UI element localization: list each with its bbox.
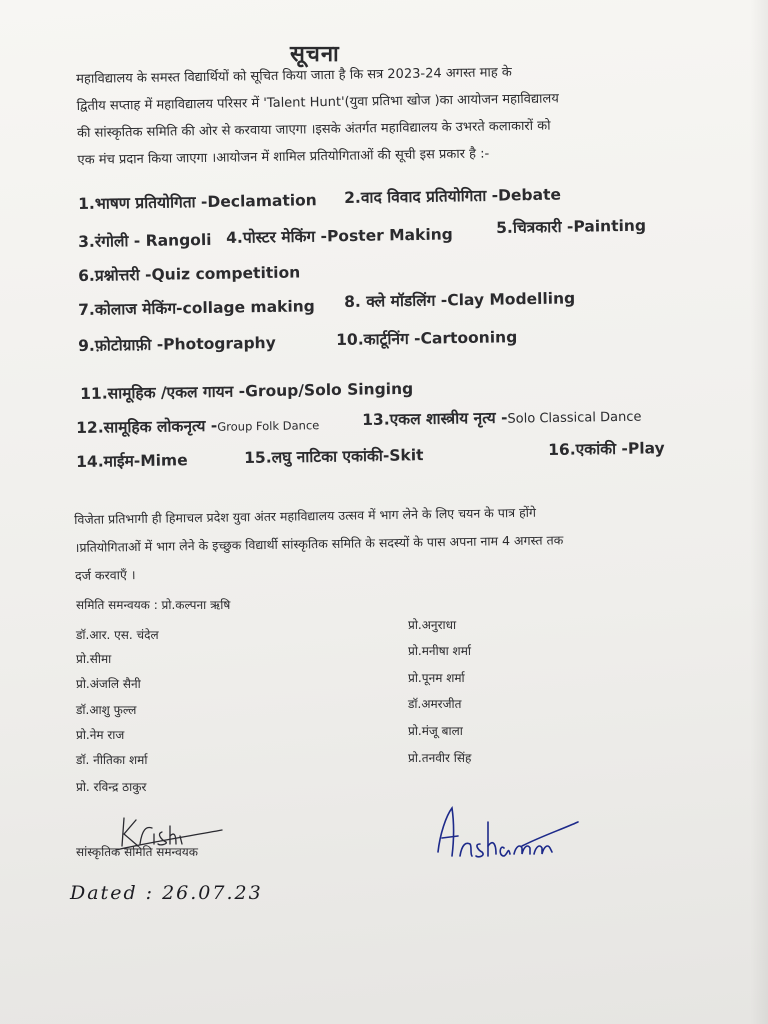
competition-english: Group Folk Dance <box>217 418 320 434</box>
competition-hindi: 1.भाषण प्रतियोगिता - <box>78 192 208 213</box>
competition-hindi: 7.कोलाज मेकिंग- <box>78 299 183 319</box>
footer-line: ।प्रतियोगिताओं में भाग लेने के इच्छुक विद्यार्थी सांस्कृतिक समिति के सदस्यों के पास अपना नाम 4 अगस्त तक <box>74 532 564 555</box>
paragraph-line: एक मंच प्रदान किया जाएगा ।आयोजन में शामिल प्रतियोगिताओं की सूची इस प्रकार है :- <box>77 146 490 168</box>
competition-hindi: 4.पोस्टर मेकिंग - <box>226 227 328 247</box>
notice-title: सूचना <box>290 42 340 67</box>
competition-hindi: 5.चित्रकारी - <box>496 217 574 237</box>
competition-english: collage making <box>182 297 315 318</box>
paragraph-line: द्वितीय सप्ताह में महाविद्यालय परिसर में 'Talent Hunt'(युवा प्रतिभा खोज )का आयोजन महाविद्यालय <box>76 91 559 114</box>
competition-english: Mime <box>140 451 188 470</box>
competition-hindi: 15.लघु नाटिका एकांकी- <box>244 446 390 467</box>
competition-hindi: 6.प्रश्नोत्तरी - <box>78 265 152 285</box>
competition-english: Painting <box>573 216 647 236</box>
competition-hindi: 9.फ़ोटोग्राफ़ी - <box>78 335 164 355</box>
member-left: डॉ. नीतिका शर्मा <box>76 753 148 767</box>
competition-english: Group/Solo Singing <box>245 379 414 401</box>
notice-footer <box>74 496 715 590</box>
competition-item <box>78 228 212 252</box>
member-right: डॉ.अमरजीत <box>408 697 462 711</box>
competition-english: Poster Making <box>326 225 453 246</box>
competition-hindi: 8. क्ले मॉडलिंग - <box>344 291 448 311</box>
member-left: प्रो.सीमा <box>76 652 112 666</box>
competition-hindi: 11.सामूहिक /एकल गायन - <box>80 382 246 403</box>
competition-item <box>78 188 317 214</box>
competition-hindi: 12.सामूहिक लोकनृत्य - <box>76 416 218 437</box>
competition-english: Skit <box>389 446 424 465</box>
competition-item <box>80 377 413 404</box>
competition-english: Solo Classical Dance <box>507 409 642 427</box>
competition-item <box>78 294 315 320</box>
competition-english: Play <box>627 439 665 458</box>
competition-hindi: 2.वाद विवाद प्रतियोगिता - <box>344 186 499 207</box>
competition-item <box>496 214 646 238</box>
member-right: प्रो.पूनम शर्मा <box>408 671 465 685</box>
notice-paragraph <box>76 56 706 174</box>
footer-line: विजेता प्रतिभागी ही हिमाचल प्रदेश युवा अंतर महाविद्यालय उत्सव में भाग लेने के लिए चयन के पात्र होंगे <box>74 504 537 527</box>
competition-english: Cartooning <box>420 328 518 348</box>
signature-anshamma <box>430 800 590 866</box>
member-right: प्रो.मनीषा शर्मा <box>408 644 471 658</box>
competition-english: Rangoli <box>145 230 212 250</box>
competition-item <box>76 412 319 438</box>
competition-item <box>78 331 276 356</box>
competition-english: Debate <box>497 185 562 205</box>
competition-english: Clay Modelling <box>447 289 576 310</box>
competition-hindi: 3.रंगोली - <box>78 231 146 251</box>
competition-item <box>244 443 424 468</box>
competition-hindi: 16.एकांकी - <box>548 439 629 459</box>
competition-hindi: 14.माईम- <box>76 451 141 471</box>
competition-english: Quiz competition <box>151 263 301 284</box>
member-right: प्रो.अनुराधा <box>408 618 457 632</box>
member-right: प्रो.मंजू बाला <box>408 724 463 738</box>
member-left: डॉ.आर. एस. चंदेल <box>76 628 159 642</box>
paragraph-line: की सांस्कृतिक समिति की ओर से करवाया जाएगा ।इसके अंतर्गत महाविद्यालय के उभरते कलाकारों को <box>76 118 551 141</box>
competition-hindi: 13.एकल शास्त्रीय नृत्य - <box>362 408 508 429</box>
competition-english: Photography <box>163 333 276 354</box>
competition-item <box>78 261 300 286</box>
competition-item <box>76 448 188 472</box>
competition-english: Declamation <box>207 191 317 211</box>
paragraph-line: महाविद्यालय के समस्त विद्यार्थियों को सूचित किया जाता है कि सत्र 2023-24 अगस्त माह के <box>76 65 512 87</box>
signature-label: सांस्कृतिक समिति समन्वयक <box>76 845 198 859</box>
member-left: प्रो.नेम राज <box>76 728 125 742</box>
competition-item <box>344 183 561 208</box>
date-handwritten: Dated : 26.07.23 <box>70 882 263 904</box>
competition-hindi: 10.कार्टूनिंग - <box>336 329 421 349</box>
competition-item <box>362 404 642 430</box>
member-right: प्रो.तनवीर सिंह <box>408 751 472 765</box>
footer-line: दर्ज करवाएँ । <box>74 567 136 583</box>
competition-item <box>344 286 575 312</box>
competition-item <box>548 436 665 460</box>
member-left: डॉ.आशु फुल्ल <box>76 703 137 717</box>
competition-item <box>226 222 453 248</box>
member-left: प्रो.अंजलि सैनी <box>76 677 141 691</box>
member-left: प्रो. रविन्द्र ठाकुर <box>76 780 147 794</box>
committee-coordinator: समिति समन्वयक : प्रो.कल्पना ऋषि <box>76 598 231 612</box>
competition-item <box>336 325 517 350</box>
